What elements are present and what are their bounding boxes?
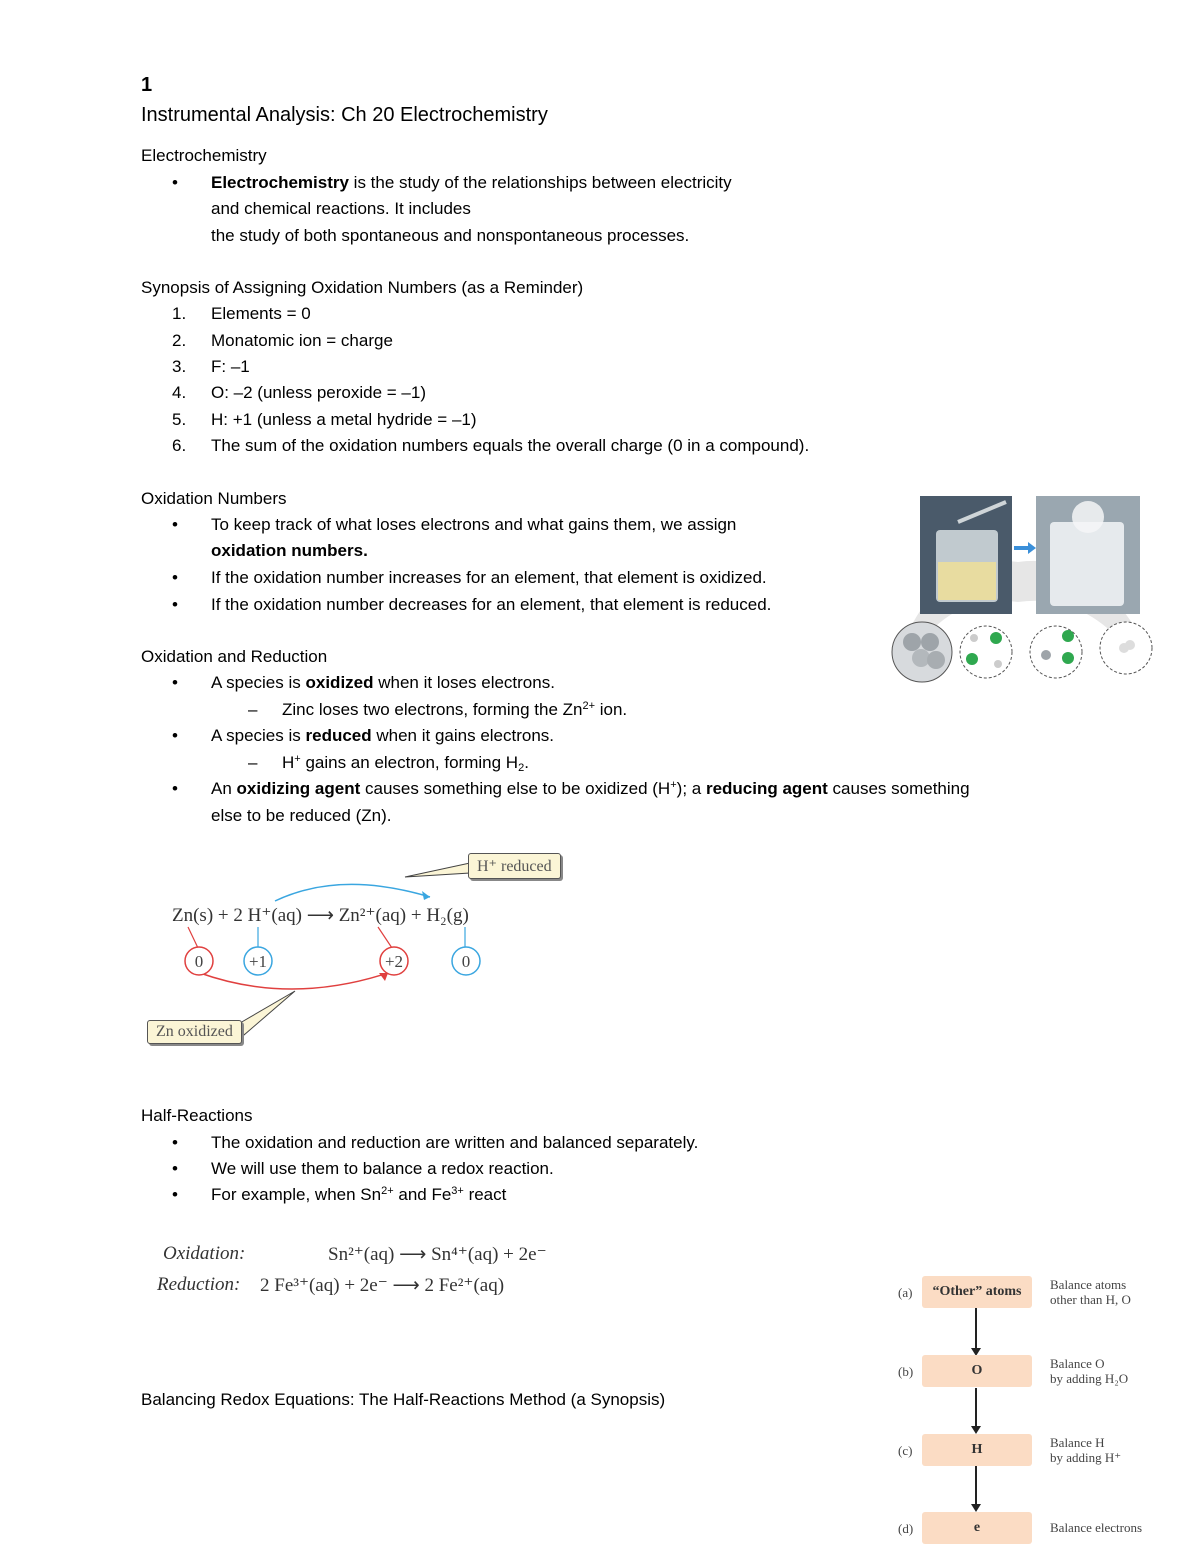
zinc-acid-photo-figure <box>888 492 1158 692</box>
callout-zn-oxidized: Zn oxidized <box>147 1020 242 1044</box>
callout-h-reduced: H⁺ reduced <box>468 853 561 879</box>
dash-icon: – <box>248 700 258 719</box>
list-number: 2. <box>172 331 187 350</box>
bold-term: oxidized <box>305 673 374 692</box>
reduction-arrow <box>275 884 430 901</box>
bullet-icon: • <box>172 726 178 745</box>
connector-line <box>188 927 198 948</box>
atom <box>966 653 978 665</box>
zncl2-circle <box>1030 626 1082 678</box>
flow-step-tag: (c) <box>898 1443 913 1458</box>
superscript: + <box>670 779 677 791</box>
flow-step-note: Balance O by adding H₂O <box>1050 1356 1129 1386</box>
dash-icon: – <box>248 753 258 772</box>
arrow-down-icon <box>971 1426 981 1434</box>
text: . <box>524 753 529 772</box>
text: A species is <box>211 726 306 745</box>
text: when it loses electrons. <box>373 673 555 692</box>
flow-step-box: H <box>922 1434 1032 1466</box>
bullet-icon: • <box>172 173 178 192</box>
bullet-icon: • <box>172 779 178 798</box>
flow-step-box: e <box>922 1512 1032 1544</box>
oxnum-bullet-2: If the oxidation number increases for an element, that element is oxidized. <box>211 568 767 587</box>
list-item: Elements = 0 <box>211 304 311 323</box>
oxred-bullet-3-line-2: else to be reduced (Zn). <box>211 806 392 825</box>
reduction-label: Reduction: <box>157 1274 241 1295</box>
superscript: 2+ <box>381 1185 394 1197</box>
oxidation-equation: Sn²⁺(aq) ⟶ Sn⁴⁺(aq) + 2e⁻ <box>328 1244 547 1265</box>
oxred-bullet-3 <box>211 779 970 799</box>
list-number: 6. <box>172 436 187 455</box>
text: causes something else to be oxidized (H <box>360 779 671 798</box>
arrow-head <box>379 973 388 981</box>
oxnum-label: 0 <box>194 952 204 971</box>
flow-step-note: Balance electrons <box>1050 1520 1143 1535</box>
section-heading-half-reactions: Half-Reactions <box>141 1106 253 1125</box>
oxred-sub-2 <box>282 753 529 773</box>
text: ion. <box>595 700 628 719</box>
bullet-icon: • <box>172 1185 178 1204</box>
list-item: F: –1 <box>211 357 250 376</box>
definition-line-3: the study of both spontaneous and nonspontaneous processes. <box>211 226 690 245</box>
oxnum-label: 0 <box>461 952 471 971</box>
section-heading-synopsis: Synopsis of Assigning Oxidation Numbers (as a Reminder) <box>141 278 584 297</box>
superscript: 3+ <box>451 1185 464 1197</box>
oxnum-label: +2 <box>384 952 404 971</box>
list-number: 1. <box>172 304 187 323</box>
bullet-icon: • <box>172 673 178 692</box>
text: For example, when Sn <box>211 1185 382 1204</box>
oxnum-bullet-1-line-1: To keep track of what loses electrons and what gains them, we assign <box>211 515 737 534</box>
flowchart-arrows <box>960 1300 1000 1540</box>
flow-step-tag: (b) <box>898 1364 914 1379</box>
oxidation-label: Oxidation: <box>163 1243 246 1264</box>
beaker-right <box>1050 522 1124 606</box>
bold-term: oxidizing agent <box>236 779 361 798</box>
atom <box>994 660 1002 668</box>
atom <box>927 651 945 669</box>
oxidation-arrow <box>200 973 388 989</box>
text: gains an electron, forming H <box>300 753 519 772</box>
flow-step-box: “Other” atoms <box>922 1276 1032 1308</box>
oxred-bullet-2 <box>211 726 554 746</box>
list-number: 5. <box>172 410 187 429</box>
electrochemistry-definition <box>211 173 732 193</box>
list-item: H: +1 (unless a metal hydride = –1) <box>211 410 477 429</box>
hcl-circle <box>960 626 1012 678</box>
text: and Fe <box>393 1185 452 1204</box>
flow-step-tag: (a) <box>898 1285 913 1300</box>
gas-bubbles <box>1072 501 1104 533</box>
section-heading-electrochemistry: Electrochemistry <box>141 146 267 165</box>
bullet-icon: • <box>172 515 178 534</box>
arrow-down-icon <box>971 1504 981 1512</box>
section-heading-oxidation-reduction: Oxidation and Reduction <box>141 647 328 666</box>
text: Zinc loses two electrons, forming the Zn <box>282 700 583 719</box>
atom <box>1125 640 1135 650</box>
flow-step-note: Balance H by adding H⁺ <box>1050 1435 1122 1465</box>
page-number: 1 <box>141 74 153 96</box>
superscript: + <box>294 753 301 765</box>
text: react <box>463 1185 507 1204</box>
callout-pointer <box>405 863 470 877</box>
atom <box>921 633 939 651</box>
atom <box>1062 630 1074 642</box>
oxred-bullet-1 <box>211 673 555 693</box>
oxred-sub-1 <box>282 700 627 720</box>
atom <box>970 634 978 642</box>
arrow-head <box>422 891 430 900</box>
half-reactions-bullet-3 <box>211 1185 506 1205</box>
bold-term: reduced <box>305 726 372 745</box>
list-item: O: –2 (unless peroxide = –1) <box>211 383 426 402</box>
flow-step-box: O <box>922 1355 1032 1387</box>
text: H <box>282 753 295 772</box>
bullet-icon: • <box>172 595 178 614</box>
arrow-head <box>1028 542 1036 554</box>
half-reactions-bullet-1: The oxidation and reduction are written and balanced separately. <box>211 1133 699 1152</box>
beaker-liquid-left <box>938 562 996 600</box>
oxnum-bullet-3: If the oxidation number decreases for an element, that element is reduced. <box>211 595 772 614</box>
text: when it gains electrons. <box>371 726 555 745</box>
text: A species is <box>211 673 306 692</box>
term-bold: Electrochemistry <box>211 173 349 192</box>
bullet-icon: • <box>172 1159 178 1178</box>
superscript: 2+ <box>582 700 596 712</box>
atom <box>903 633 921 651</box>
atom <box>1062 652 1074 664</box>
list-item: The sum of the oxidation numbers equals the overall charge (0 in a compound). <box>211 436 810 455</box>
flow-step-tag: (d) <box>898 1521 914 1536</box>
oxnum-label: +1 <box>248 952 268 971</box>
connector-line <box>378 927 392 948</box>
subscript: 2 <box>518 762 525 774</box>
bold-term: reducing agent <box>705 779 828 798</box>
oxnum-bullet-1-line-2: oxidation numbers. <box>211 541 368 560</box>
page-title: Instrumental Analysis: Ch 20 Electrochemistry <box>141 104 548 126</box>
atom <box>1041 650 1051 660</box>
callout-pointer <box>240 991 295 1035</box>
text: causes something <box>827 779 970 798</box>
reduction-equation: 2 Fe³⁺(aq) + 2e⁻ ⟶ 2 Fe²⁺(aq) <box>260 1275 505 1296</box>
list-item: Monatomic ion = charge <box>211 331 393 350</box>
section-heading-balancing: Balancing Redox Equations: The Half-Reactions Method (a Synopsis) <box>141 1390 666 1409</box>
half-reactions-bullet-2: We will use them to balance a redox reaction. <box>211 1159 554 1178</box>
list-number: 4. <box>172 383 187 402</box>
bullet-icon: • <box>172 1133 178 1152</box>
bullet-icon: • <box>172 568 178 587</box>
text: ); a <box>676 779 706 798</box>
list-number: 3. <box>172 357 187 376</box>
flow-step-note: Balance atoms other than H, O <box>1050 1277 1131 1307</box>
definition-line-2: and chemical reactions. It includes <box>211 199 471 218</box>
section-heading-oxidation-numbers: Oxidation Numbers <box>141 489 287 508</box>
definition-text: is the study of the relationships between electricity <box>348 173 732 192</box>
atom <box>990 632 1002 644</box>
text: An <box>211 779 237 798</box>
redox-equation: Zn(s) + 2 H⁺(aq) ⟶ Zn²⁺(aq) + H₂(g) <box>172 905 469 926</box>
